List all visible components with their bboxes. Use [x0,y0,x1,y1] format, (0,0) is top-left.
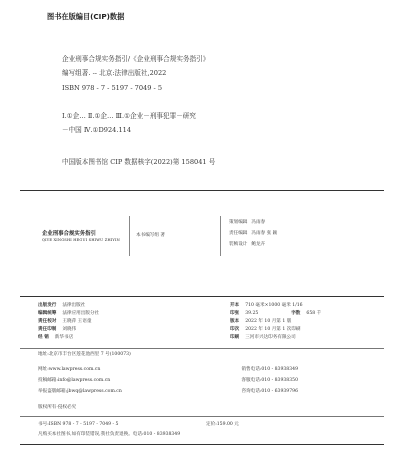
credit-role: 责任编辑 [229,231,248,236]
cip-isbn: ISBN 978 - 7 - 5197 - 7049 - 5 [62,84,163,92]
pub-row [38,318,99,326]
contact-right: 咨询电话:010 - 63939796 [241,389,298,394]
book-author: 本书编写组 著 [136,233,166,238]
cip-subject-line2: －中国 Ⅳ.①D924.114 [62,126,132,134]
credit-row [229,241,277,249]
pub-value: 39.25 [245,311,259,316]
pub-label: 编辑统筹 [38,311,57,316]
credit-role: 策划编辑 [229,220,248,225]
footer-isbn: 书号:ISBN 978 - 7 - 5197 - 7049 - 5 [38,422,119,427]
contact-list [38,363,368,396]
pub-label: 字数 [291,311,301,316]
top-rule [20,190,384,191]
contact-row [38,366,298,374]
pub-value: 658 千 [306,311,322,316]
title-divider [129,216,130,256]
pub-value: 新华书店 [54,335,74,340]
pub-row [230,318,321,326]
contact-row [38,388,298,396]
pub-row [230,326,321,334]
pub-value: 2022 年 10 月第 1 版 [245,319,292,324]
footer-rule [20,416,384,417]
credit-name: 鲍龙卉 [251,242,266,247]
contact-right: 客服电话:010 - 83938350 [241,378,298,383]
credit-role: 装帧设计 [229,242,248,247]
credit-name: 冯雨春 张 颖 [251,231,278,236]
pub-value: 王晓萍 王语童 [62,319,92,324]
cip-heading: 图书在版编目(CIP)数据 [47,12,125,21]
pub-label: 出版发行 [38,303,57,308]
address-line: 地址:北京市丰台区莲花池西里 7 号(100073) [38,352,131,357]
pub-label: 印张 [230,311,240,316]
pub-label: 经 销 [38,335,49,340]
pub-value: 2022 年 10 月第 1 次印刷 [245,327,301,332]
book-title-cn: 企业刑事合规实务指引 [42,231,96,237]
pub-value: 法律应用出版分社 [62,311,100,316]
bottom-rule [20,444,384,445]
pub-label: 印次 [230,327,240,332]
pub-value: 710 毫米×1000 毫米 1/16 [245,303,303,308]
cip-record-number: 中国版本图书馆 CIP 数据核字(2022)第 158041 号 [62,158,216,166]
contact-left: 举报盗版邮箱:jbwq@lawpress.com.cn [38,389,122,394]
credit-row [229,230,277,238]
footer-notice: 凡购买本社图书,如有印装错误,我社负责退换。电话:010 - 83938349 [38,432,181,437]
pub-value: 刘晓伟 [62,327,77,332]
pub-row [230,334,321,342]
pub-label: 责任校对 [38,319,57,324]
credit-name: 冯雨春 [251,220,266,225]
pub-row [38,334,99,342]
credit-row [229,219,277,227]
contact-left: 网址:www.lawpress.com.cn [38,367,101,372]
middle-rule [20,296,384,297]
contact-left: 投稿邮箱:info@lawpress.com.cn [38,378,111,383]
contact-right: 销售电话:010 - 83938349 [241,367,298,372]
pub-row [38,302,99,310]
pub-row [230,302,321,310]
cip-subject-line1: Ⅰ.①企… Ⅱ.①企… Ⅲ.①企业－刑事犯罪－研究 [62,112,196,120]
pub-row [230,310,321,318]
pub-right-list [230,302,321,342]
author-divider [220,216,221,256]
cip-title-line1: 企业刑事合规实务指引/《企业刑事合规实务指引》 [62,55,210,63]
pub-left-list [38,302,99,342]
pub-label: 版本 [230,319,240,324]
pub-value: 三河市兴达印务有限公司 [245,335,296,340]
footer-price: 定价:159.00 元 [206,422,239,427]
pub-label: 开本 [230,303,240,308]
pub-label: 印刷 [230,335,240,340]
pub-row [38,326,99,334]
pub-label: 责任印制 [38,327,57,332]
pub-row [38,310,99,318]
book-title-pinyin: QIYE XINGSHI HEGUI SHIWU ZHIYIN [42,238,120,242]
address-rule [20,348,384,349]
rights-notice: 版权所有·侵权必究 [38,405,77,410]
credits-list [229,219,277,249]
pub-value: 法律出版社 [62,303,86,308]
cip-title-line2: 编写组著. -- 北京:法律出版社,2022 [62,69,167,77]
contact-row [38,377,298,385]
